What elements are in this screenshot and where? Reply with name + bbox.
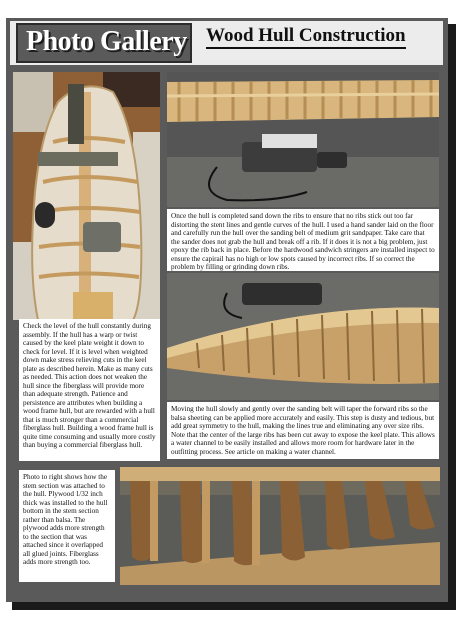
- photo-tapered-ribs: [167, 273, 439, 400]
- page-shadow-bottom: [12, 602, 456, 610]
- page-title: Wood Hull Construction: [206, 25, 406, 49]
- caption-sanding: Once the hull is completed sand down the ribs to ensure that no ribs stick out too far distorting the stent lines and gentle curves of the hull. I used a hand sander laid on the floor and carefully run the hull over the sanding belt of medium grit sandpaper. Take care that the sander does not grab the hull and break off a rib. If it does it is not a big problem, just epoxy the rib back in place. Before the hardwood sandwich stringers are installed inspect to ensure the capirail has no high or low spots caused by incorrect ribs. If so correct the problem by filling or grinding down ribs.: [167, 209, 439, 271]
- photo-hull-top-view: [13, 72, 160, 320]
- photo-gallery-logo[interactable]: [16, 23, 192, 63]
- page-header: [10, 21, 443, 65]
- caption-taper: Moving the hull slowly and gently over the sanding belt will taper the forward ribs so the balsa sheeting can be applied more accurately and easily. This step is dusty and tedious, but add great symmetry to the hull, making the lines true and eliminating any over size ribs. Note that the center of the large ribs has been cut away to expose the keel plate. This allows a water channel to be easily installed and allows more room for hardware later in the outfitting process. See article on making a water channel.: [167, 402, 439, 459]
- photo-hull-on-sander: [167, 72, 439, 207]
- caption-stem: Photo to right shows how the stem section was attached to the hull. Plywood 1/32 inch thick was installed to the hull bottom in the stem section rather than balsa. The plywood adds more strength to the section that was attached since it overlapped all glued joints. Fiberglass adds more strength too.: [19, 470, 115, 582]
- photo-stem-section: [120, 467, 440, 585]
- page-shadow-right: [448, 24, 456, 608]
- logo-text: Photo Gallery: [26, 26, 187, 57]
- caption-level: Check the level of the hull constantly during assembly. If the hull has a warp or twist caused by the keel plate weight it down to check for level. If it is level when weighted down make stress relieving cuts in the keel plate as described herein. Make as many cuts as needed. This action does not weaken the hull since the fiberglass will provide more than adequate strength. Patience and persistence are attributes when building a wood frame hull, but are rewarded with a hull that is much stronger than a commercial fiberglass hull. Building a wood frame hull is quite time consuming and usually more costly than buying a commercial fiberglass hull.: [19, 319, 160, 461]
